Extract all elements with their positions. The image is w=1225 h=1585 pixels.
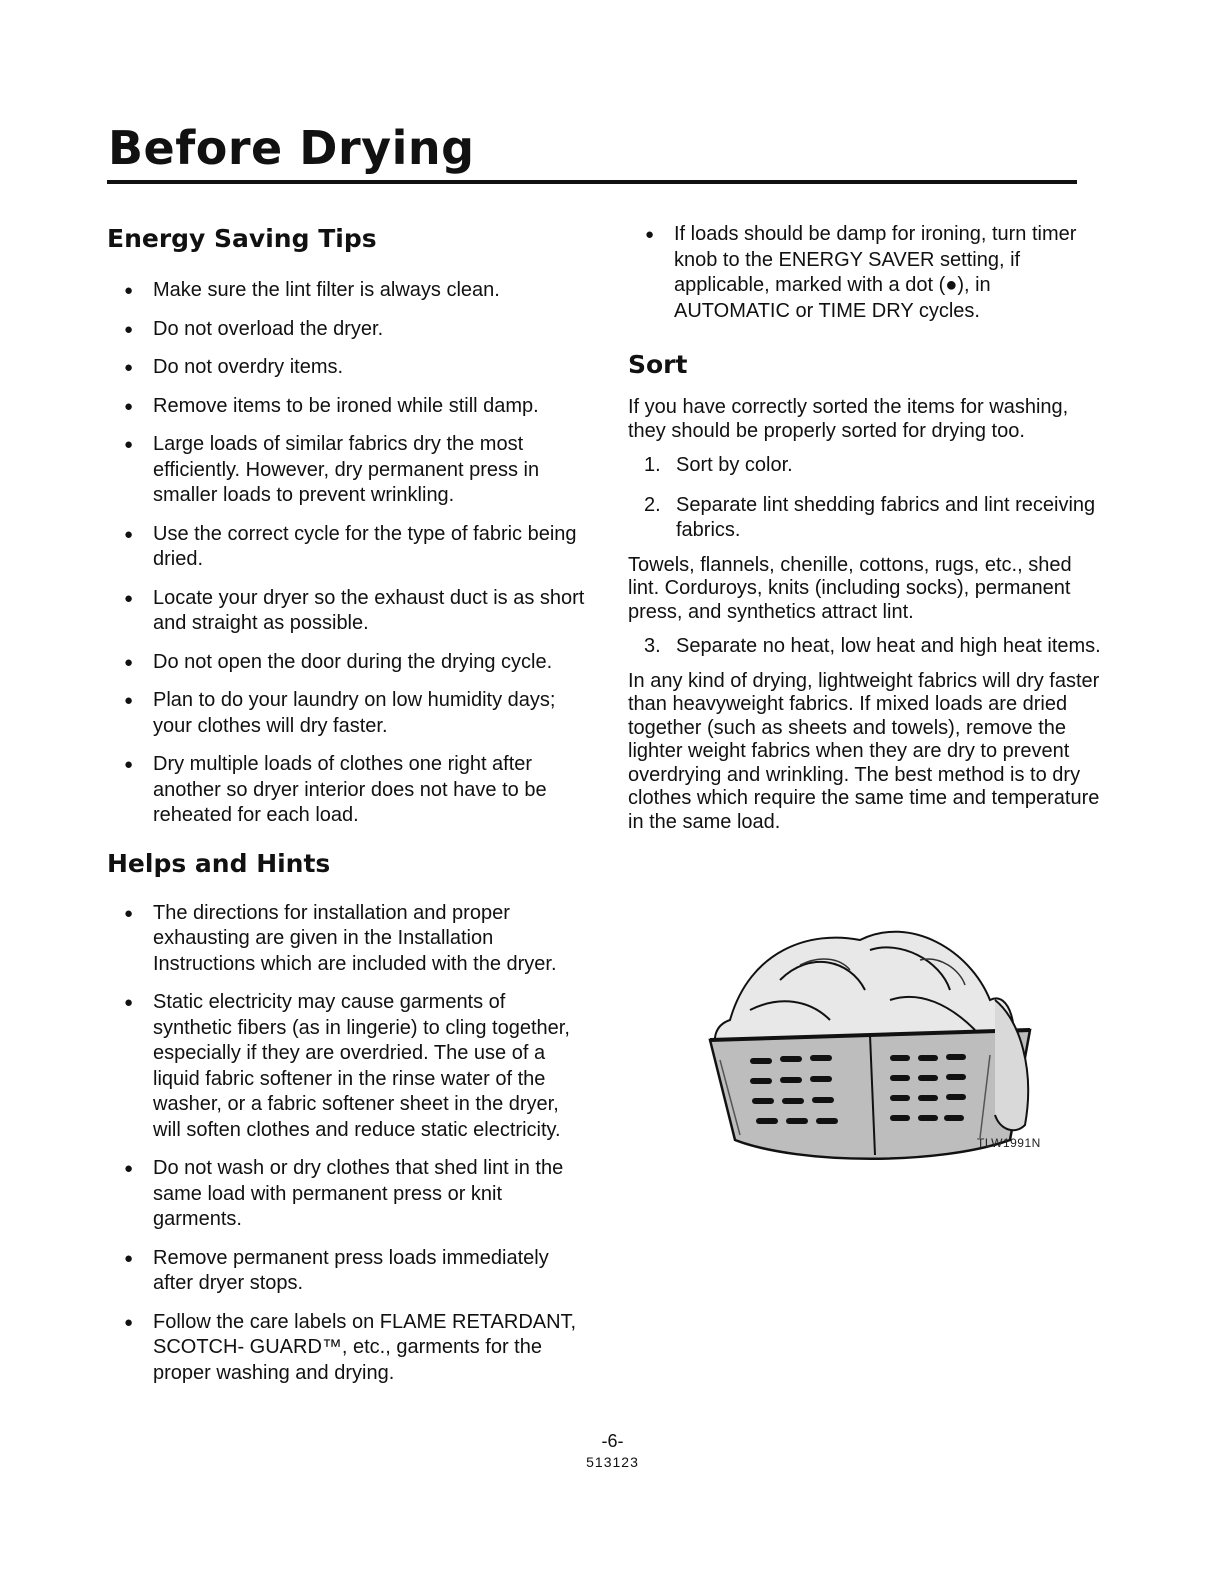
list-item: ● Follow the care labels on FLAME RETARDANT, SCOTCH- GUARD™, etc., garments for the proper washing and drying. [124,1310,577,1384]
list-item: ● The directions for installation and proper exhausting are given in the Installation Instructions which are included with the dryer. [124,901,557,975]
bullet-icon: ● [124,1249,134,1267]
sort-steps-2 [628,634,1108,660]
helps-heading: Helps and Hints [107,848,331,878]
list-item: ● Remove permanent press loads immediately after dryer stops. [124,1246,549,1294]
bullet-icon: ● [124,994,134,1011]
list-item: ● Do not wash or dry clothes that shed lint in the same load with permanent press or knit garments. [124,1157,564,1230]
right-column [628,222,1108,834]
sort-closing: In any kind of drying, lightweight fabrics will dry faster than heavyweight fabrics. If mixed loads are dried together (such as sheets and towels), remove the lighter weight fabrics when they are dry to prevent overdrying and wrinkling. The best method is to dry clothes which require the same time and temperature in the same load. [628,669,1100,833]
lint-note: Towels, flannels, chenille, cottons, rugs, etc., shed lint. Corduroys, knits (including socks), permanent press, and synthetics attract lint. [628,553,1072,623]
bullet-icon: ● [124,397,134,415]
page-number: -6- [601,1431,624,1451]
bullet-icon: ● [124,282,134,299]
sort-steps-1 [628,453,1108,544]
list-item: ● Do not overdry items. [107,355,587,381]
list-item: ● Make sure the lint filter is always clean. [107,278,587,304]
energy-tips-list [107,278,587,829]
laundry-basket-illustration [690,910,1050,1170]
bullet-icon: ● [124,904,134,922]
list-item: ● Large loads of similar fabrics dry the most efficiently. However, dry permanent press in smaller loads to prevent wrinkling. [124,433,540,506]
helps-list [107,901,587,1387]
bullet-icon: ● [124,1313,134,1331]
list-item: 2. Separate lint shedding fabrics and lint receiving fabrics. [644,493,1096,541]
title-rule [107,180,1077,184]
bullet-icon: ● [645,226,655,243]
list-item: 1. Sort by color. [644,454,793,476]
list-item: ● Remove items to be ironed while still damp. [107,394,587,420]
bullet-icon: ● [124,359,134,376]
list-item: ● Locate your dryer so the exhaust duct is as short and straight as possible. [124,586,585,634]
list-item: ● If loads should be damp for ironing, turn timer knob to the ENERGY SAVER setting, if applicable, marked with a dot (●), in AUTOMATIC or TIME DRY cycles. [645,223,1077,322]
bullet-icon: ● [124,320,134,338]
list-item: ● Static electricity may cause garments of synthetic fibers (as in lingerie) to cling together, especially if they are overdried. The use of a liquid fabric softener in the rinse water of the washer, or a fabric softener sheet in the dryer, will soften clothes and reduce static electricity. [124,991,570,1141]
sort-heading: Sort [628,350,688,379]
bullet-icon: ● [124,525,134,543]
list-item: ● Use the correct cycle for the type of fabric being dried. [124,522,577,570]
document-number: 513123 [586,1454,639,1470]
sort-intro: If you have correctly sorted the items for washing, they should be properly sorted for drying too. [628,396,1069,442]
bullet-icon: ● [124,589,134,607]
bullet-icon: ● [124,653,134,671]
energy-tips-continued-list [628,222,1108,324]
energy-heading: Energy Saving Tips [107,224,377,253]
list-item: 3. Separate no heat, low heat and high heat items. [644,635,1101,657]
bullet-icon: ● [124,436,134,453]
list-item: ● Plan to do your laundry on low humidity days; your clothes will dry faster. [124,689,556,737]
bullet-icon: ● [124,692,134,709]
bullet-icon: ● [124,1160,134,1177]
list-item: ● Do not overload the dryer. [107,317,587,343]
list-item: ● Do not open the door during the drying cycle. [107,650,587,676]
page-title: Before Drying [108,121,475,175]
left-column [107,222,587,1399]
figure-code: TLW1991N [977,1136,1041,1150]
list-item: ● Dry multiple loads of clothes one right after another so dryer interior does not have to be reheated for each load. [124,753,547,826]
bullet-icon: ● [124,756,134,773]
